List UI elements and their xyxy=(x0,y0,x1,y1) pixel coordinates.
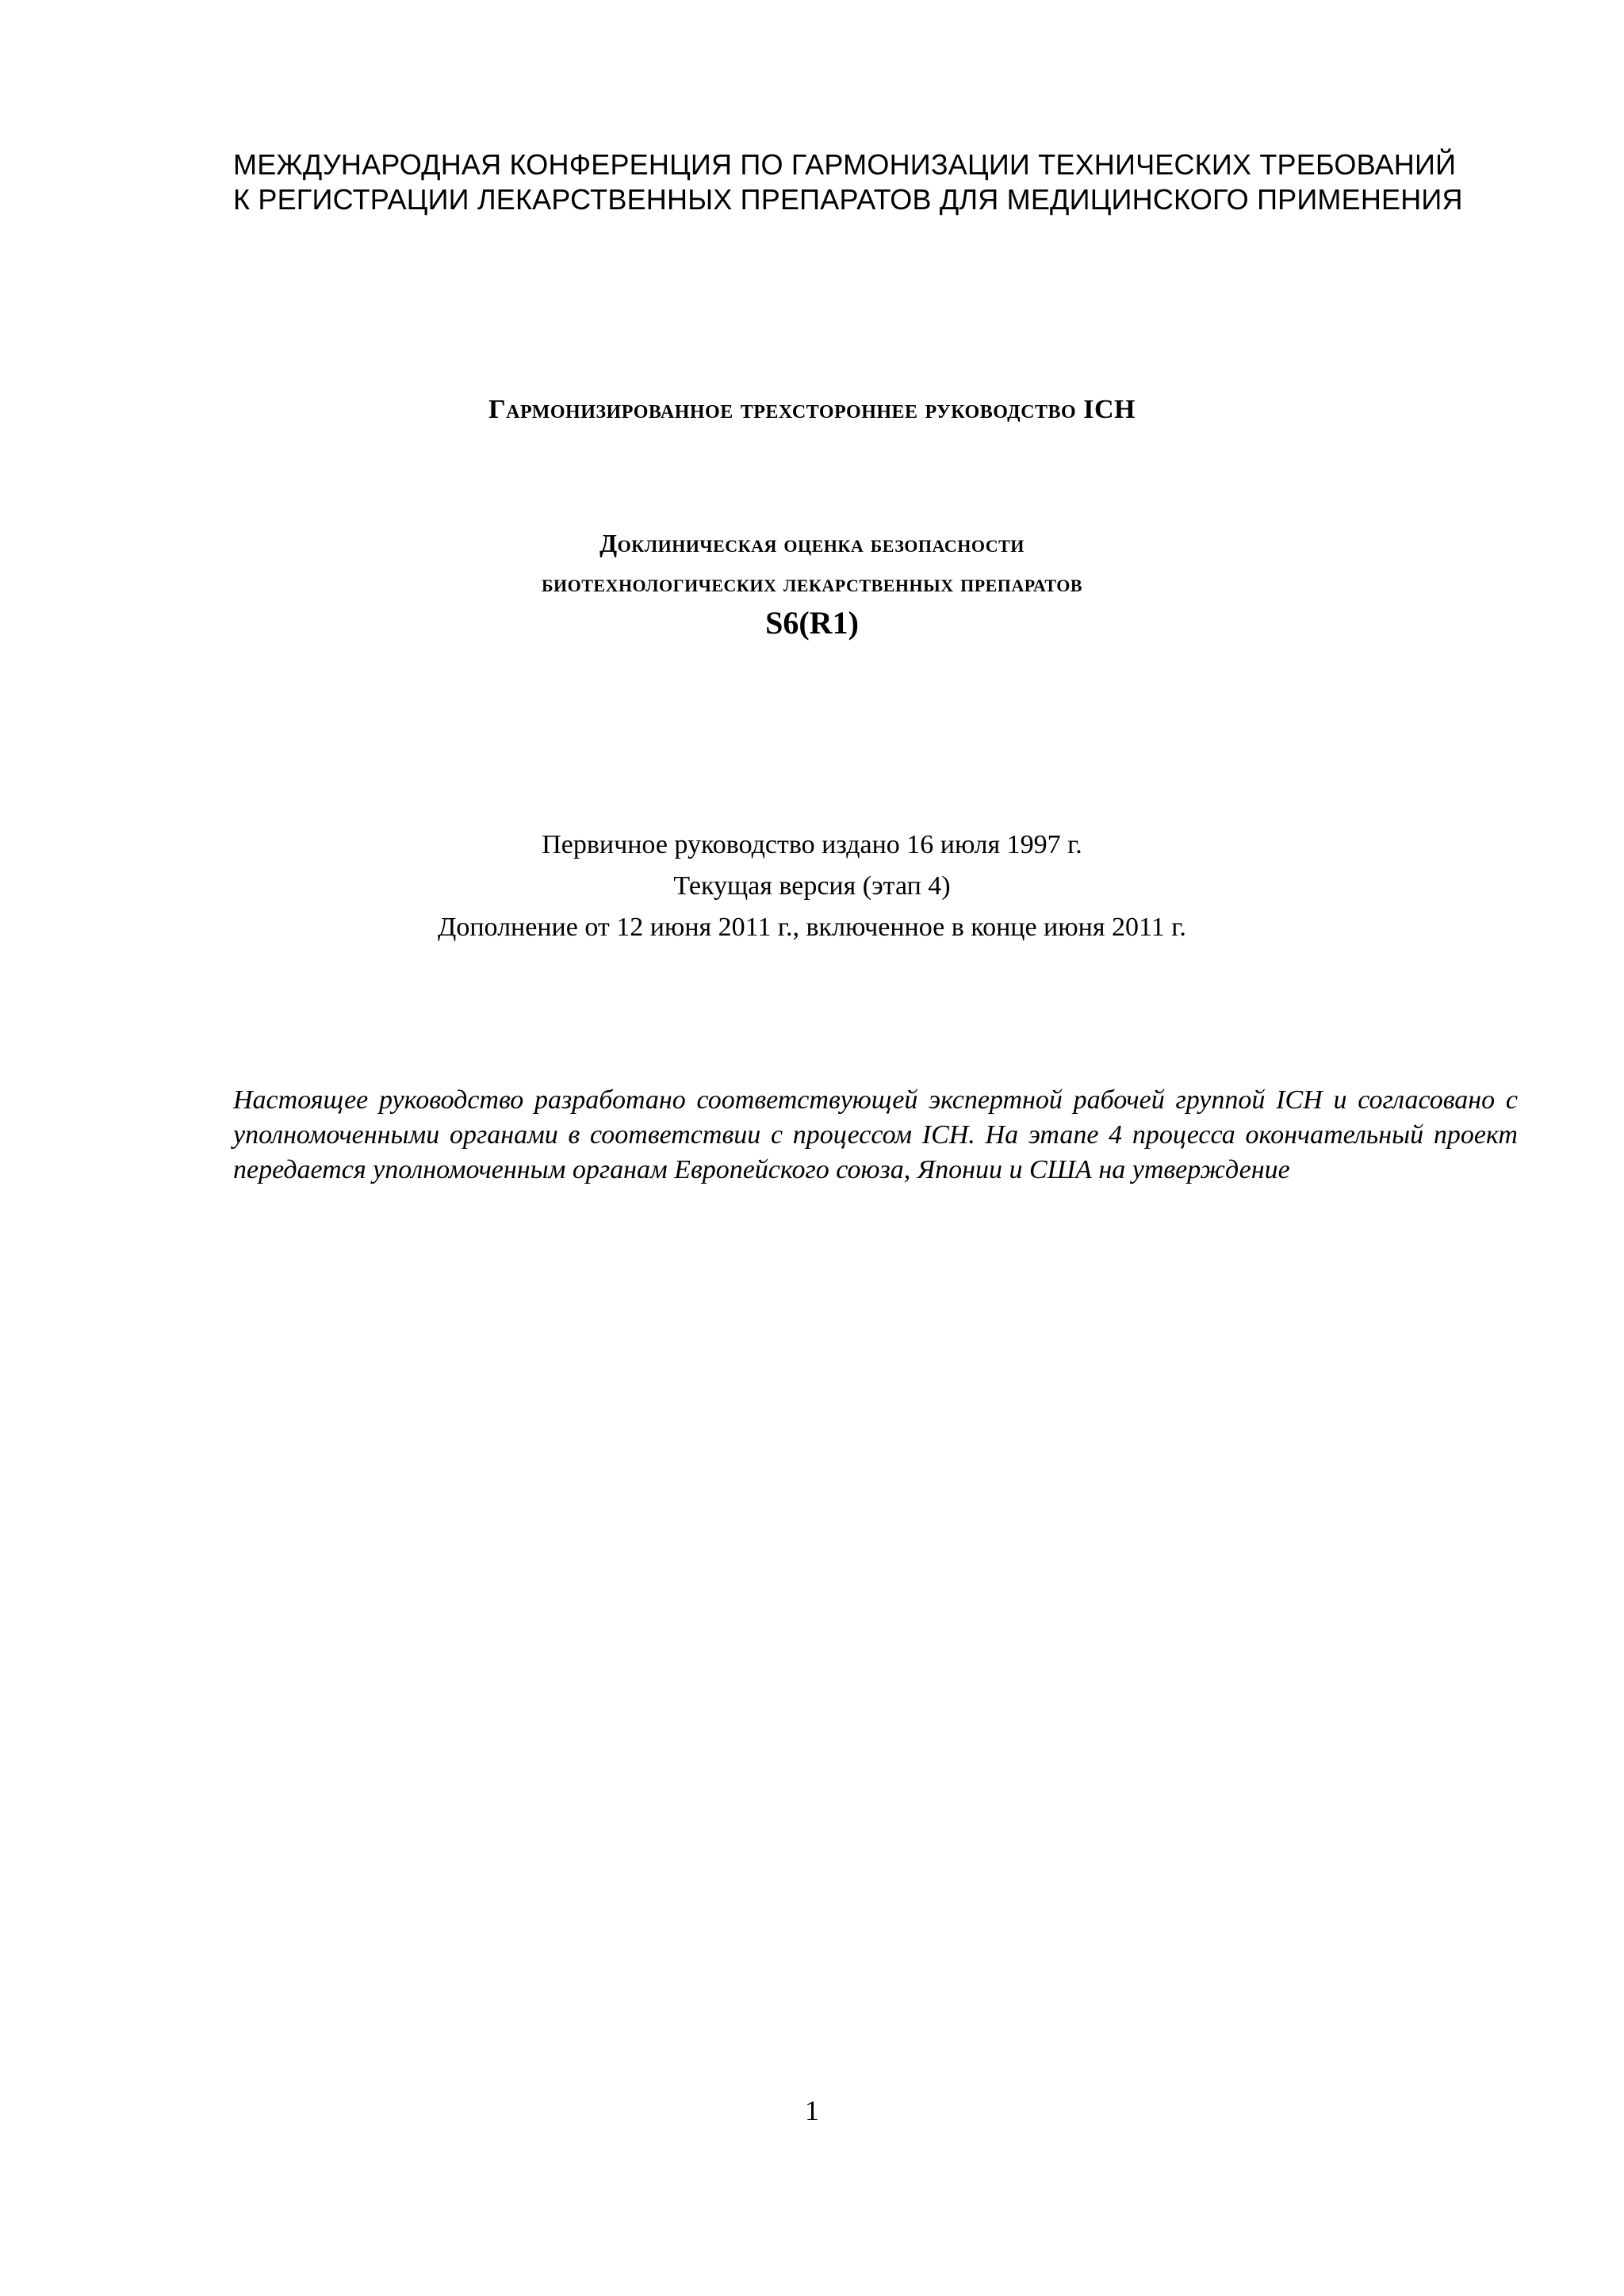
page-number: 1 xyxy=(805,2095,819,2126)
history-current-version: Текущая версия (этап 4) xyxy=(673,871,951,901)
history-original: Первичное руководство издано 16 июля 1997 г. xyxy=(542,830,1082,859)
conference-header-line-1: МЕЖДУНАРОДНАЯ КОНФЕРЕНЦИЯ ПО ГАРМОНИЗАЦИИ ТЕХНИЧЕСКИХ ТРЕБОВАНИЙ xyxy=(233,148,1457,181)
title-line-1: Доклиническая оценка безопасности xyxy=(599,529,1025,557)
title-line-2: биотехнологических лекарственных препаратов xyxy=(541,568,1083,597)
document-history xyxy=(0,825,1624,948)
guideline-type-heading: Гармонизированное трехстороннее руководство ICH xyxy=(488,395,1136,424)
approval-note: Настоящее руководство разработано соответствующей экспертной рабочей группой ICH и согласовано с уполномоченными органами в соответствии с процессом ICH. На этапе 4 процесса окончательный проект передается уполномоченным органам Европейского союза, Японии и США на утверждение xyxy=(233,1085,1518,1184)
document-title xyxy=(0,523,1624,644)
guideline-code: S6(R1) xyxy=(765,605,859,641)
history-addendum: Дополнение от 12 июня 2011 г., включенное в конце июня 2011 г. xyxy=(438,913,1186,942)
conference-header xyxy=(233,147,1518,217)
conference-header-line-2: К РЕГИСТРАЦИИ ЛЕКАРСТВЕННЫХ ПРЕПАРАТОВ ДЛЯ МЕДИЦИНСКОГО ПРИМЕНЕНИЯ xyxy=(233,183,1463,216)
